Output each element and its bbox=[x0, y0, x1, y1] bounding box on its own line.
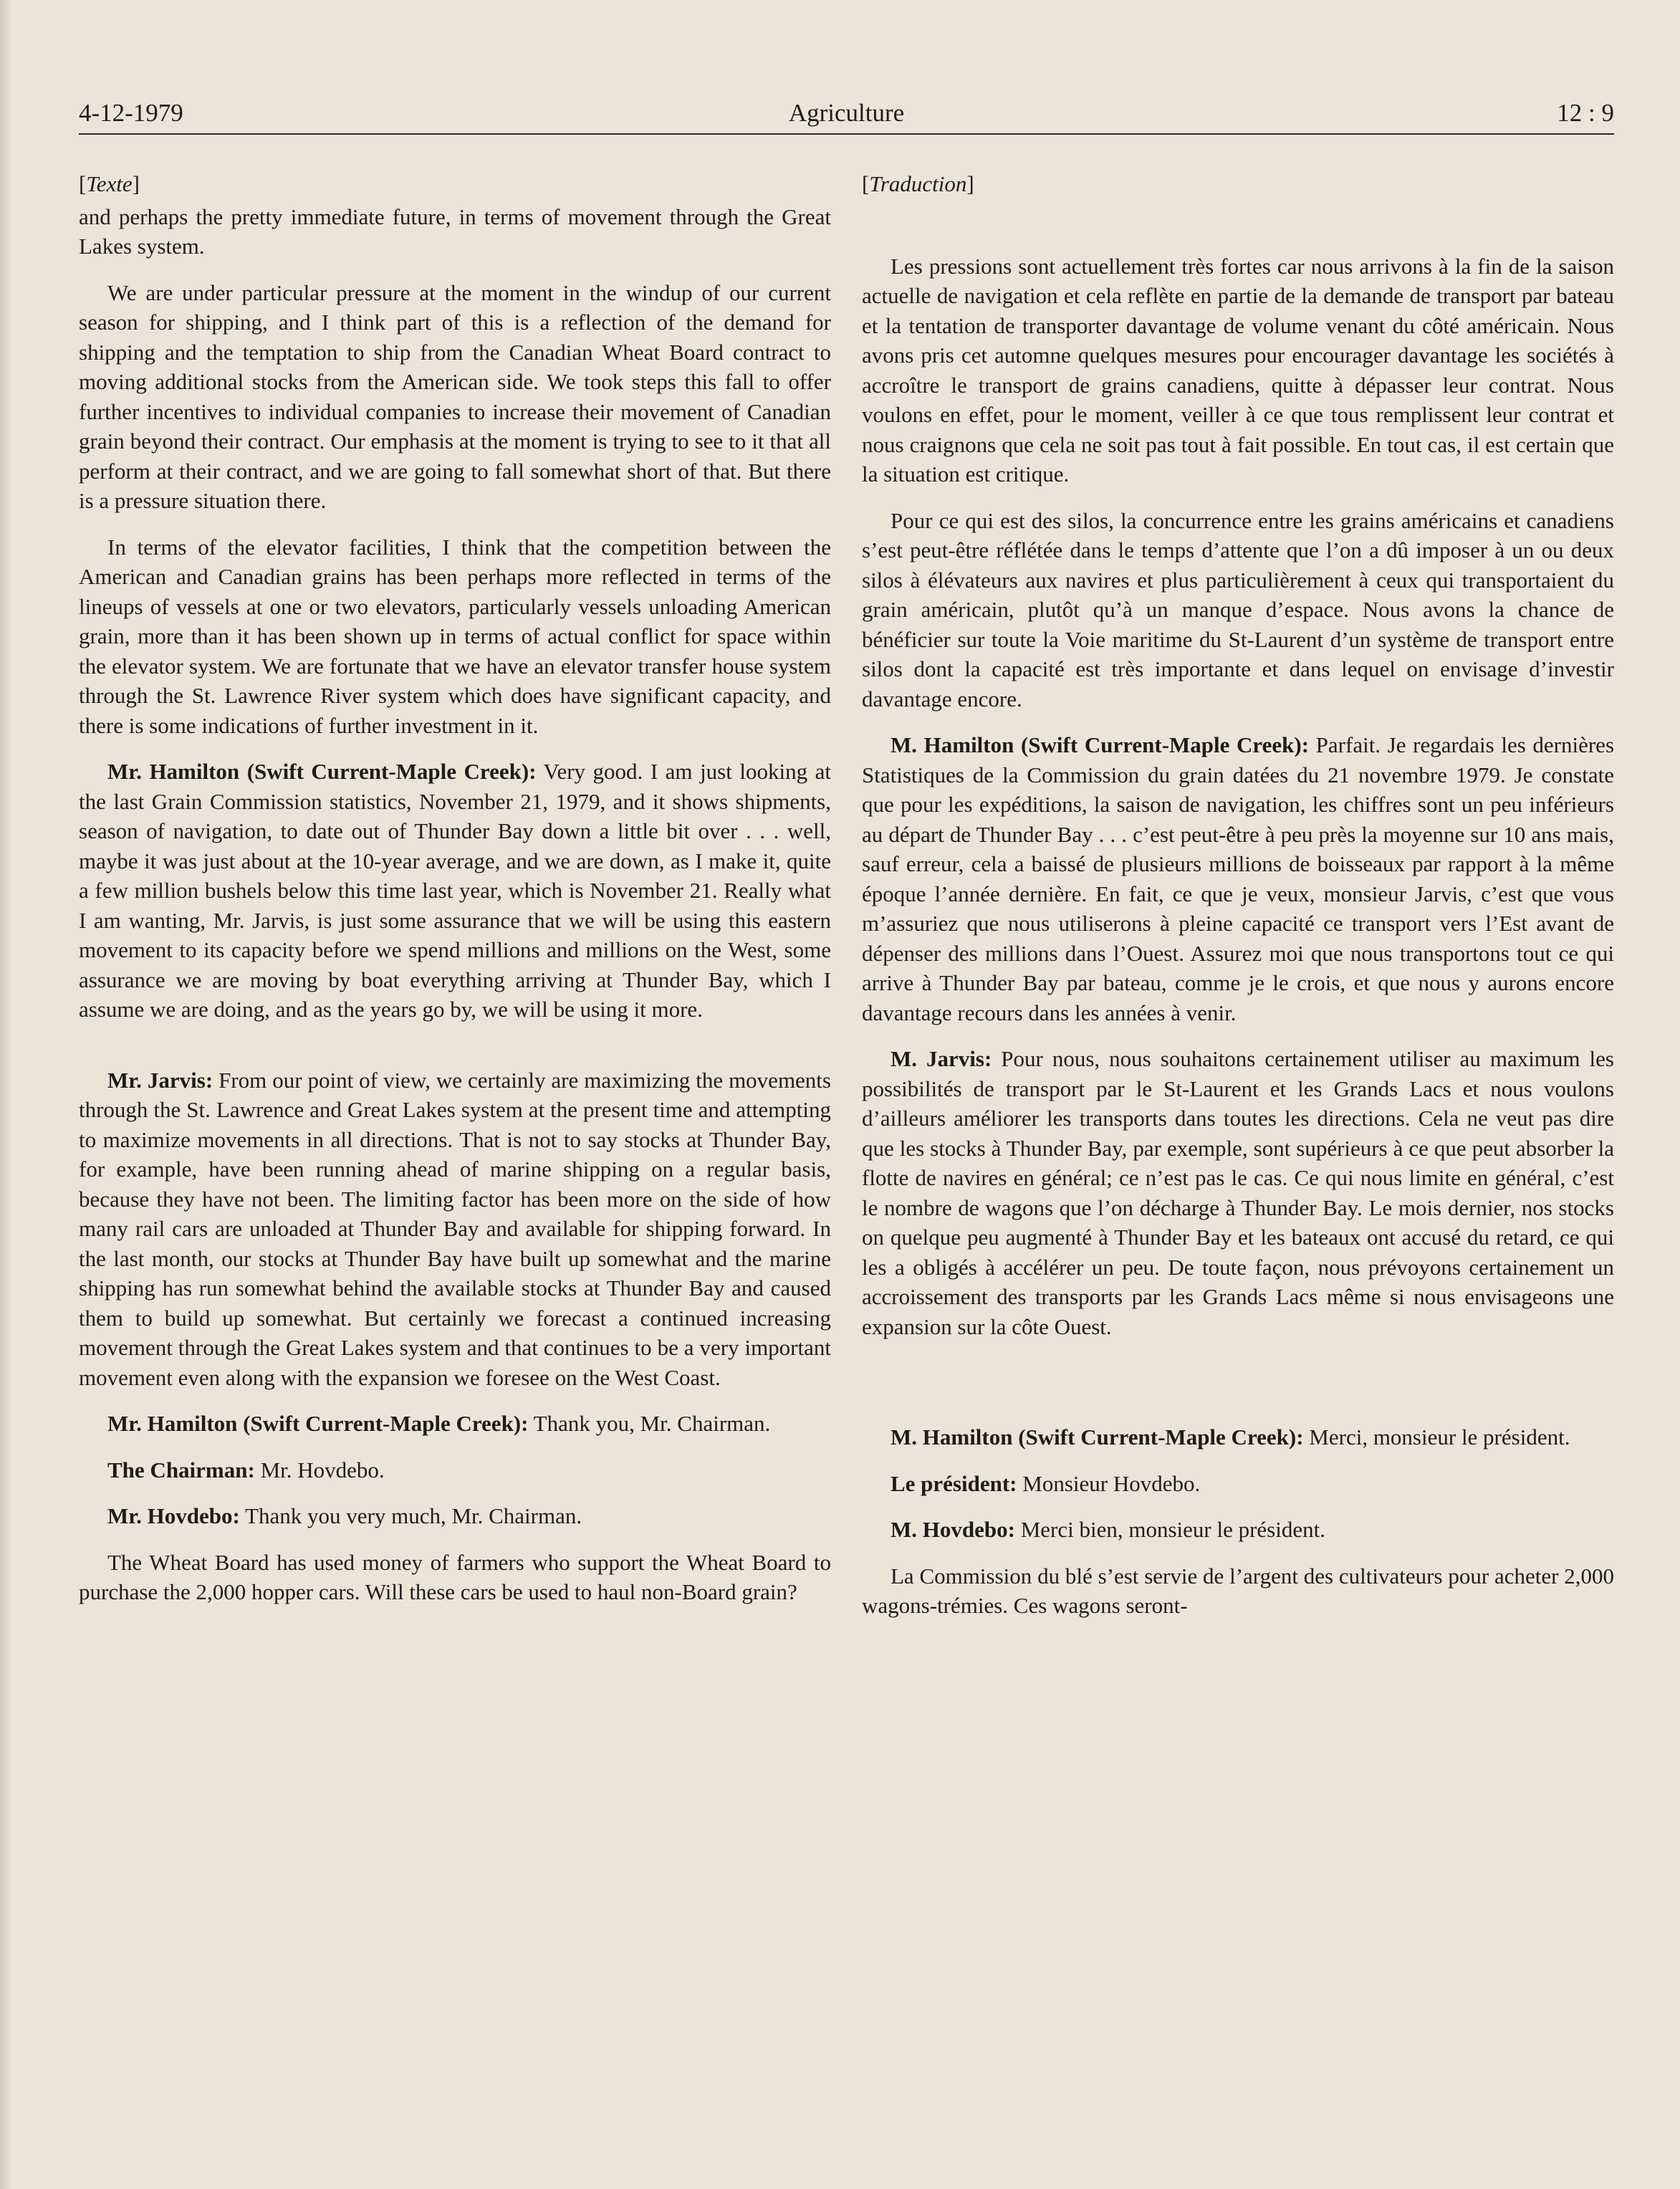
paragraph: and perhaps the pretty immediate future, in terms of movement through the Great Lakes system. bbox=[79, 203, 831, 259]
paragraph: In terms of the elevator facilities, I think that the competition between the American and Canadian grains has been perhaps more reflected in terms of the lineups of vessels at one or two elevators, particularly vessels unloading American grain, more than it has been shown up in terms of actual conflict for space within the elevator system. We are fortunate that we have an elevator transfer house system through the St. Lawrence River system which does have significant capacity, and there is some indications of further investment in it. bbox=[79, 534, 831, 738]
speech-paragraph bbox=[79, 1455, 831, 1485]
speaker-name: Mr. Hamilton (Swift Current-Maple Creek): bbox=[107, 759, 537, 784]
paragraph: Pour ce qui est des silos, la concurrence entre les grains américains et canadiens s’est peut-être réflétée dans le temps d’attente que l’on a dû imposer à un ou deux silos à élévateurs aux navires et plus particulièrement à ceux qui transportaient du grain américain, plutôt qu’à un manque d’espace. Nous avons la chance de bénéficier sur toute la Voie maritime du St-Laurent d’un système de transport entre silos dont la capacité est très importante et dans lequel on envisage d’investir davantage encore. bbox=[862, 507, 1614, 712]
header-rule bbox=[79, 133, 1614, 135]
speech-text: From our point of view, we certainly are maximizing the movements through the St. Lawrence and Great Lakes system at the present time and attempting to maximize movements in all directions. That is not to say stocks at Thunder Bay, for example, have been running ahead of marine shipping on a regular basis, because they have not been. The limiting factor has been more on the side of how many rail cars are unloaded at Thunder Bay and available for shipping forward. In the last month, our stocks at Thunder Bay have built up somewhat and the marine shipping has run somewhat behind the available stocks at Thunder Bay and caused them to build up somewhat. But certainly we forecast a continued increasing movement through the Great Lakes system and that continues to be a very important movement even along with the expansion we foresee on the West Coast. bbox=[79, 1067, 831, 1390]
speech-text: Merci, monsieur le président. bbox=[1303, 1424, 1570, 1450]
speech-text: Merci bien, monsieur le président. bbox=[1014, 1517, 1325, 1542]
speaker-name: Mr. Hovdebo: bbox=[107, 1503, 240, 1528]
speaker-name: M. Jarvis: bbox=[891, 1046, 992, 1071]
speech-paragraph bbox=[862, 1422, 1614, 1452]
speaker-name: M. Hovdebo: bbox=[891, 1517, 1015, 1542]
label-bracket-close: ] bbox=[966, 171, 974, 196]
speech-paragraph bbox=[862, 1044, 1614, 1341]
english-column bbox=[79, 169, 831, 1624]
speaker-name: The Chairman: bbox=[107, 1457, 255, 1483]
speech-paragraph bbox=[862, 730, 1614, 1028]
speech-paragraph bbox=[79, 1065, 831, 1393]
paragraph: We are under particular pressure at the moment in the windup of our current season for shipping, and I think part of this is a reflection of the demand for shipping and the temptation to ship from the Canadian Wheat Board contract to moving additional stocks from the American side. We took steps this fall to offer further incentives to individual companies to increase their movement of Canadian grain beyond their contract. Our emphasis at the moment is trying to see to it that all perform at their contract, and we are going to fall somewhat short of that. But there is a pressure situation there. bbox=[79, 279, 831, 513]
speaker-name: M. Hamilton (Swift Current-Maple Creek): bbox=[891, 1424, 1304, 1450]
section-label-texte bbox=[79, 169, 831, 199]
page-binding-edge bbox=[0, 0, 10, 2189]
speech-text: Monsieur Hovdebo. bbox=[1017, 1470, 1201, 1496]
spacer bbox=[862, 1358, 1614, 1422]
speech-paragraph bbox=[79, 757, 831, 1025]
french-column bbox=[862, 169, 1614, 1637]
header-committee: Agriculture bbox=[788, 99, 905, 127]
label-bracket-open: [ bbox=[862, 171, 870, 196]
speech-text: Very good. I am just looking at the last Grain Commission statistics, November 21, 1979, and it shows shipments, season of navigation, to date out of Thunder Bay down a little bit over . . . well, maybe it was just about at the 10-year average, and we are down, as I make it, quite a few million bushels below this time last year, which is November 21. Really what I am wanting, Mr. Jarvis, is just some assurance that we will be using this eastern movement to its capacity before we spend millions and millions on the West, some assurance we are moving by boat everything arriving at Thunder Bay, which I assume we are doing, and as the years go by, we will be using it more. bbox=[79, 759, 831, 1022]
paragraph: La Commission du blé s’est servie de l’argent des cultivateurs pour acheter 2,000 wagons-trémies. Ces wagons seront- bbox=[862, 1563, 1614, 1618]
spacer bbox=[79, 1041, 831, 1065]
speech-text: Thank you very much, Mr. Chairman. bbox=[239, 1503, 582, 1528]
header-date: 4-12-1979 bbox=[79, 99, 183, 127]
label-bracket-close: ] bbox=[132, 171, 140, 196]
speaker-name: Mr. Jarvis: bbox=[107, 1067, 213, 1093]
label-text: Traduction bbox=[869, 171, 967, 196]
speaker-name: Le président: bbox=[891, 1470, 1017, 1496]
speech-text: Parfait. Je regardais les dernières Statistiques de la Commission du grain datées du 21 novembre 1979. Je constate que pour les expéditions, la saison de navigation, les chiffres sont un peu inférieurs au départ de Thunder Bay . . . c’est peut-être à peu près la moyenne sur 10 ans mais, sauf erreur, cela a baissé de plusieurs millions de boisseaux par rapport à la même époque l’année dernière. En fait, ce que je veux, monsieur Jarvis, c’est que vous m’assuriez que nous utiliserons à pleine capacité ce transport vers l’Est avant de dépenser des millions dans l’Ouest. Assurez moi que nous transportons tout ce qui arrive à Thunder Bay par bateau, comme je le crois, et que nous y aurons encore davantage recours dans les années à venir. bbox=[862, 732, 1615, 1025]
label-text: Texte bbox=[86, 171, 133, 196]
speech-text: Thank you, Mr. Chairman. bbox=[528, 1411, 771, 1436]
header-page-number: 12 : 9 bbox=[1557, 99, 1614, 127]
paragraph: Les pressions sont actuellement très fortes car nous arrivons à la fin de la saison actuelle de navigation et cela reflète en partie de la demande de transport par bateau et la tentation de transporter davantage de volume venant du côté américain. Nous avons pris cet automne quelques mesures pour encourager davantage les sociétés à accroître le transport de grains canadiens, quitte à dépasser leur contrat. Nous voulons en effet, pour le moment, veiller à ce que tous remplissent leur contrat et nous craignons que cela ne soit pas tout à fait possible. En tout cas, il est certain que la situation est critique. bbox=[862, 253, 1614, 487]
speech-text: Mr. Hovdebo. bbox=[254, 1457, 385, 1483]
spacer bbox=[862, 202, 1614, 252]
speech-paragraph bbox=[862, 1515, 1614, 1545]
paragraph: The Wheat Board has used money of farmers who support the Wheat Board to purchase the 2,000 hopper cars. Will these cars be used to haul non-Board grain? bbox=[79, 1549, 831, 1604]
page-header bbox=[79, 92, 1614, 135]
speech-text: Pour nous, nous souhaitons certainement utiliser au maximum les possibilités de transport par le St-Laurent et les Grands Lacs et nous voulons d’ailleurs améliorer les transports dans toutes les directions. Cela ne veut pas dire que les stocks à Thunder Bay, par exemple, sont supérieurs à ce que peut absorber la flotte de navires en général; ce n’est pas le cas. Ce qui nous limite en général, c’est le nombre de wagons que l’on décharge à Thunder Bay. Le mois dernier, nos stocks on quelque peu augmenté à Thunder Bay et les bateaux ont accusé du retard, ce qui les a obligés à accélérer un peu. De toute façon, nous prévoyons certainement un accroissement des transports par les Grands Lacs même si nous envisageons une expansion sur la côte Ouest. bbox=[862, 1046, 1614, 1339]
speech-paragraph bbox=[862, 1469, 1614, 1499]
speaker-name: M. Hamilton (Swift Current-Maple Creek): bbox=[891, 732, 1310, 757]
section-label-traduction bbox=[862, 169, 1614, 199]
speaker-name: Mr. Hamilton (Swift Current-Maple Creek): bbox=[107, 1411, 529, 1436]
speech-paragraph bbox=[79, 1409, 831, 1439]
label-bracket-open: [ bbox=[79, 171, 87, 196]
speech-paragraph bbox=[79, 1501, 831, 1531]
